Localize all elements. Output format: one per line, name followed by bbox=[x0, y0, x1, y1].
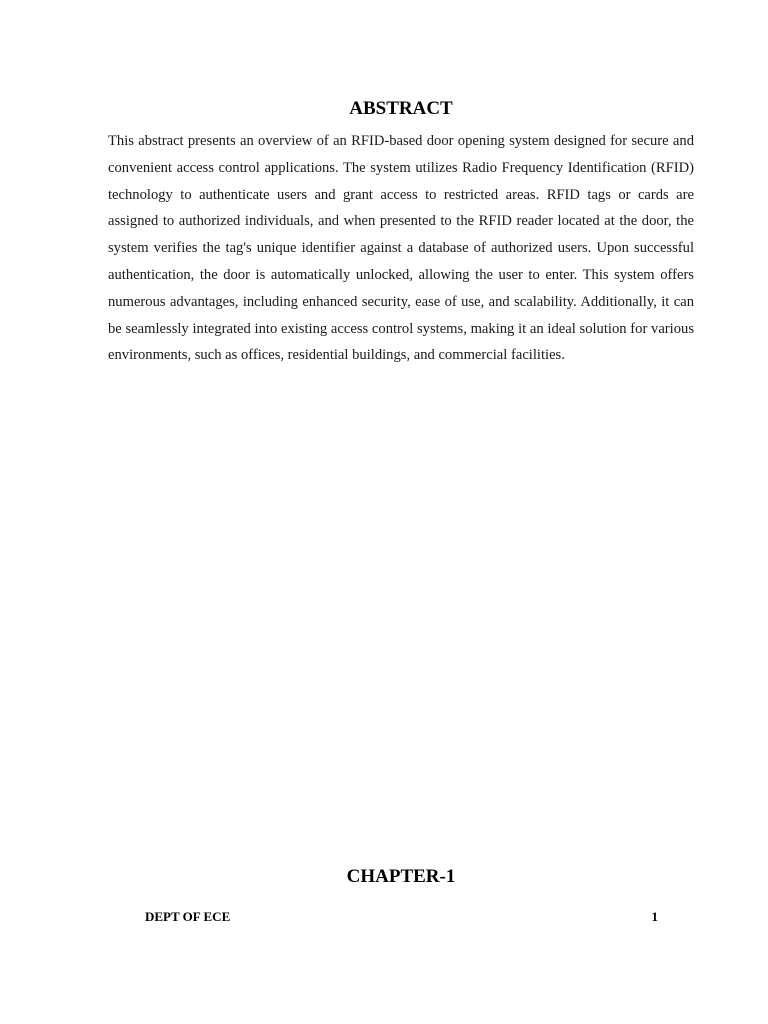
abstract-paragraph: This abstract presents an overview of an RFID-based door opening system designed for secure and convenient access control applications. The system utilizes Radio Frequency Identification (RFID) technology to authenticate users and grant access to restricted areas. RFID tags or cards are assigned to authorized individuals, and when presented to the RFID reader located at the door, the system verifies the tag's unique identifier against a database of authorized users. Upon successful authentication, the door is automatically unlocked, allowing the user to enter. This system offers numerous advantages, including enhanced security, ease of use, and scalability. Additionally, it can be seamlessly integrated into existing access control systems, making it an ideal solution for various environments, such as offices, residential buildings, and commercial facilities. bbox=[108, 133, 694, 364]
footer-page-number: 1 bbox=[651, 909, 658, 924]
abstract-heading: ABSTRACT bbox=[349, 98, 453, 119]
chapter-heading: CHAPTER-1 bbox=[346, 866, 456, 887]
footer-department: DEPT OF ECE bbox=[145, 909, 231, 924]
